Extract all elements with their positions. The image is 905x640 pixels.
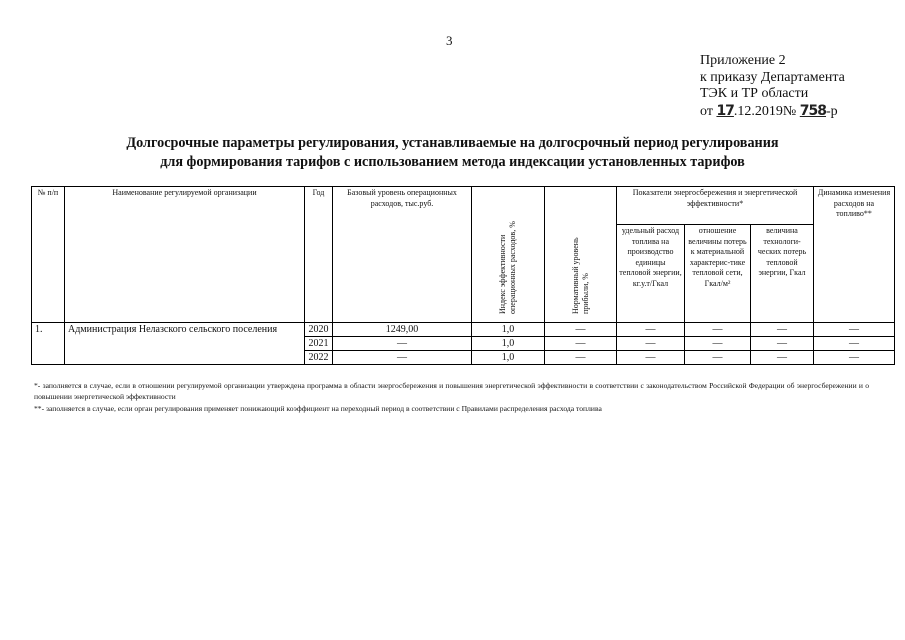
header-energy-group: Показатели энергосбережения и энергетической эффективности* [617, 187, 814, 225]
appendix-block [700, 53, 845, 120]
header-year: Год [305, 187, 333, 323]
organization-name: Администрация Нелазского сельского поселения [65, 323, 305, 365]
header-profit-level: Нормативный уровень прибыли, % [570, 237, 590, 315]
header-energy-fuel: удельный расход топлива на производство единицы тепловой энергии, кг.у.т/Гкал [617, 225, 685, 323]
header-organization: Наименование регулируемой организации [65, 187, 305, 323]
footnote-2: **- заполняется в случае, если орган регулирования применяет понижающий коэффициент на переходный период в соответствии с Правилами распределения расхода топлива [34, 404, 602, 413]
row-number: 1. [32, 323, 65, 365]
cell-ratio: — [685, 337, 751, 351]
footnotes [34, 380, 869, 414]
cell-base: — [333, 337, 472, 351]
cell-losses: — [751, 323, 814, 337]
table-row [32, 323, 895, 337]
cell-index: 1,0 [472, 337, 545, 351]
header-efficiency-index-cell [472, 187, 545, 323]
cell-losses: — [751, 351, 814, 365]
cell-year: 2021 [305, 337, 333, 351]
cell-dynamics: — [814, 351, 895, 365]
header-num: № п/п [32, 187, 65, 323]
cell-dynamics: — [814, 323, 895, 337]
page-number: 3 [446, 33, 453, 48]
cell-year: 2020 [305, 323, 333, 337]
cell-ratio: — [685, 323, 751, 337]
header-energy-losses: величина технологи-ческих потерь тепловой энергии, Гкал [751, 225, 814, 323]
header-profit-cell [545, 187, 617, 323]
cell-ratio: — [685, 351, 751, 365]
date-rest: .12.2019№ [733, 103, 797, 119]
footnote-1: *- заполняется в случае, если в отношении регулируемой организации утверждена программа в области энергосбережения и повышения энергетической эффективности в соответствии с законодательством Российской Федерации об энергосбережении и о повышении энергетической эффективности [34, 381, 869, 401]
cell-index: 1,0 [472, 323, 545, 337]
appendix-line-2: к приказу Департамента [700, 69, 845, 85]
parameters-table [31, 186, 895, 365]
cell-dynamics: — [814, 337, 895, 351]
date-day-handwritten: 17 [716, 102, 734, 119]
cell-index: 1,0 [472, 351, 545, 365]
cell-losses: — [751, 337, 814, 351]
cell-fuel: — [617, 323, 685, 337]
order-number-handwritten: 758 [799, 102, 827, 119]
cell-profit: — [545, 323, 617, 337]
order-suffix: -р [826, 103, 838, 119]
cell-fuel: — [617, 337, 685, 351]
date-prefix: от [700, 103, 713, 119]
header-dynamics: Динамика изменения расходов на топливо** [814, 187, 895, 323]
title-line-1: Долгосрочные параметры регулирования, устанавливаемые на долгосрочный период регулирования [126, 135, 779, 151]
appendix-line-1: Приложение 2 [700, 53, 786, 68]
cell-year: 2022 [305, 351, 333, 365]
appendix-line-3: ТЭК и ТР области [700, 86, 809, 101]
header-base-expenses: Базовый уровень операционных расходов, тыс.руб. [333, 187, 472, 323]
cell-profit: — [545, 337, 617, 351]
cell-profit: — [545, 351, 617, 365]
cell-fuel: — [617, 351, 685, 365]
title-line-2: для формирования тарифов с использованием метода индексации установленных тарифов [160, 154, 745, 170]
appendix-date-line [700, 103, 845, 121]
header-efficiency-index: Индекс эффективности операционных расходов, % [498, 221, 517, 315]
header-energy-ratio: отношение величины потерь к материальной характерис-тике тепловой сети, Гкал/м² [685, 225, 751, 323]
cell-base: 1249,00 [333, 323, 472, 337]
document-title [60, 134, 845, 172]
cell-base: — [333, 351, 472, 365]
